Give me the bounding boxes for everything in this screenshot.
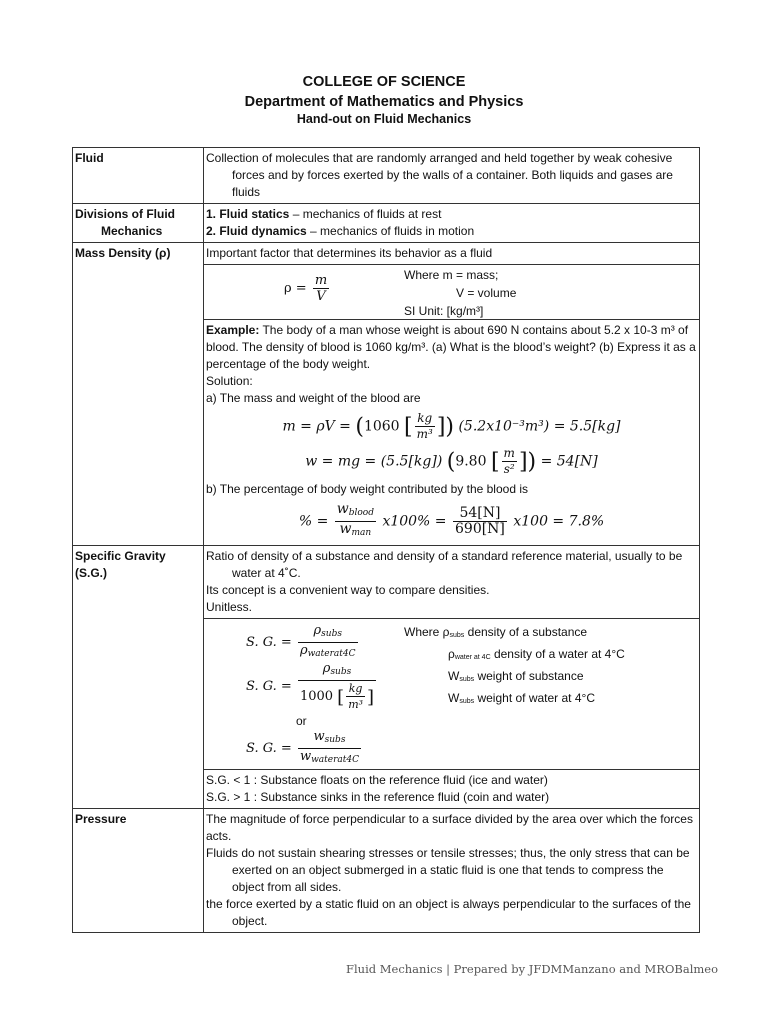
sg-formulas-cell	[204, 619, 700, 770]
label-fluid: Fluid	[73, 148, 204, 204]
label-density: Mass Density (ρ)	[73, 243, 204, 546]
mass-equation: m = ρV = (1060 [ $\frac{kg}{\text{m³}}$ ]) (5.2x10⁻³m³) = 5.5[kg]	[282, 411, 621, 441]
density-where-1: Where m = mass;	[404, 268, 499, 282]
row-fluid	[73, 148, 700, 204]
density-formula: ρ = $\frac{m}{V}$	[284, 273, 328, 304]
sg-formula-1000: S. G. = $\rho_{subs}$ 1000 [ $\frac{kg}{\text{m³}}$ ]	[246, 661, 375, 711]
solution-label: Solution:	[206, 374, 253, 388]
weight-equation: w = mg = (5.5[kg]) (9.80 [ $\frac{m}{\text{s²}}$ ]) = 54[N]	[305, 446, 598, 476]
divisions-list	[204, 204, 700, 243]
sg-where-1: Where ρsubs density of a substance	[404, 625, 588, 639]
sg-where-3: Wsubs weight of substance	[448, 669, 584, 683]
sg-where-2: ρwater at 4C density of a water at 4°C	[448, 647, 625, 661]
sg-rule-floats: S.G. < 1 : Substance floats on the reference fluid (ice and water)	[206, 773, 548, 787]
sg-or: or	[296, 714, 307, 728]
page-footer: Fluid Mechanics | Prepared by JFDMManzano and MROBalmeo	[346, 962, 719, 976]
row-divisions	[73, 204, 700, 243]
sg-formula-density: S. G. = $\frac{\rho_{subs}}{\rho_{waterat4C}}$	[246, 623, 356, 659]
sg-rule-sinks: S.G. > 1 : Substance sinks in the reference fluid (coin and water)	[206, 790, 550, 804]
density-example-cell	[204, 320, 700, 546]
label-specific-gravity: Specific Gravity (S.G.)	[73, 546, 204, 809]
sg-where-list	[404, 623, 625, 711]
row-pressure	[73, 809, 700, 933]
percentage-equation: % = $\frac{w_{blood}}{w_{man}}$ x100% = $\frac{54[N]}{690[N]}$ x100 = 7.8%	[298, 501, 605, 538]
density-formula-cell	[204, 265, 700, 320]
row-sg-intro	[73, 546, 700, 619]
handout-title: Hand-out on Fluid Mechanics	[296, 112, 472, 126]
label-divisions: Divisions of Fluid Mechanics	[73, 204, 204, 243]
label-pressure: Pressure	[73, 809, 204, 933]
sg-formula-weight: S. G. = $\frac{w_{subs}}{w_{waterat4C}}$	[246, 729, 359, 765]
handout-table	[72, 147, 700, 933]
division-dynamics: 2. Fluid dynamics – mechanics of fluids in motion	[206, 224, 475, 238]
density-intro: Important factor that determines its behavior as a fluid	[204, 243, 700, 265]
density-where-3: SI Unit: [kg/m³]	[404, 304, 484, 318]
department-title: Department of Mathematics and Physics	[244, 94, 524, 110]
density-where-2: V = volume	[456, 286, 517, 300]
sg-where-4: Wsubs weight of water at 4°C	[448, 691, 595, 705]
fluid-definition: Collection of molecules that are randomly arranged and held together by weak cohesive forces and by forces exerted by the walls of a container. Both liquids and gases are fluids	[204, 148, 700, 204]
college-title: COLLEGE OF SCIENCE	[302, 74, 466, 90]
sg-rules-cell	[204, 770, 700, 809]
sg-intro: Ratio of density of a substance and density of a standard reference material, usually to be water at 4˚C. Its concept is a convenient way to compare densities. Unitless.	[204, 546, 700, 619]
division-statics: 1. Fluid statics – mechanics of fluids at rest	[206, 207, 442, 221]
example-statement: Example: The body of a man whose weight is about 690 N contains about 5.2 x 10-3 m³ of blood. The density of blood is 1060 kg/m³. (a) What is the blood’s weight? (b) Express it as a percentage of the body weight.	[206, 323, 696, 371]
pressure-definition: The magnitude of force perpendicular to a surface divided by the area over which the forces acts. Fluids do not sustain shearing stresses or tensile stresses; thus, the only stress that can be exerted on an object submerged in a static fluid is one that tends to compress the object from all sides. the force exerted by a static fluid on an object is always perpendicular to the surfaces of the object.	[204, 809, 700, 933]
part-a-label: a) The mass and weight of the blood are	[206, 391, 421, 405]
part-b-label: b) The percentage of body weight contributed by the blood is	[206, 482, 528, 496]
row-density-intro	[73, 243, 700, 265]
